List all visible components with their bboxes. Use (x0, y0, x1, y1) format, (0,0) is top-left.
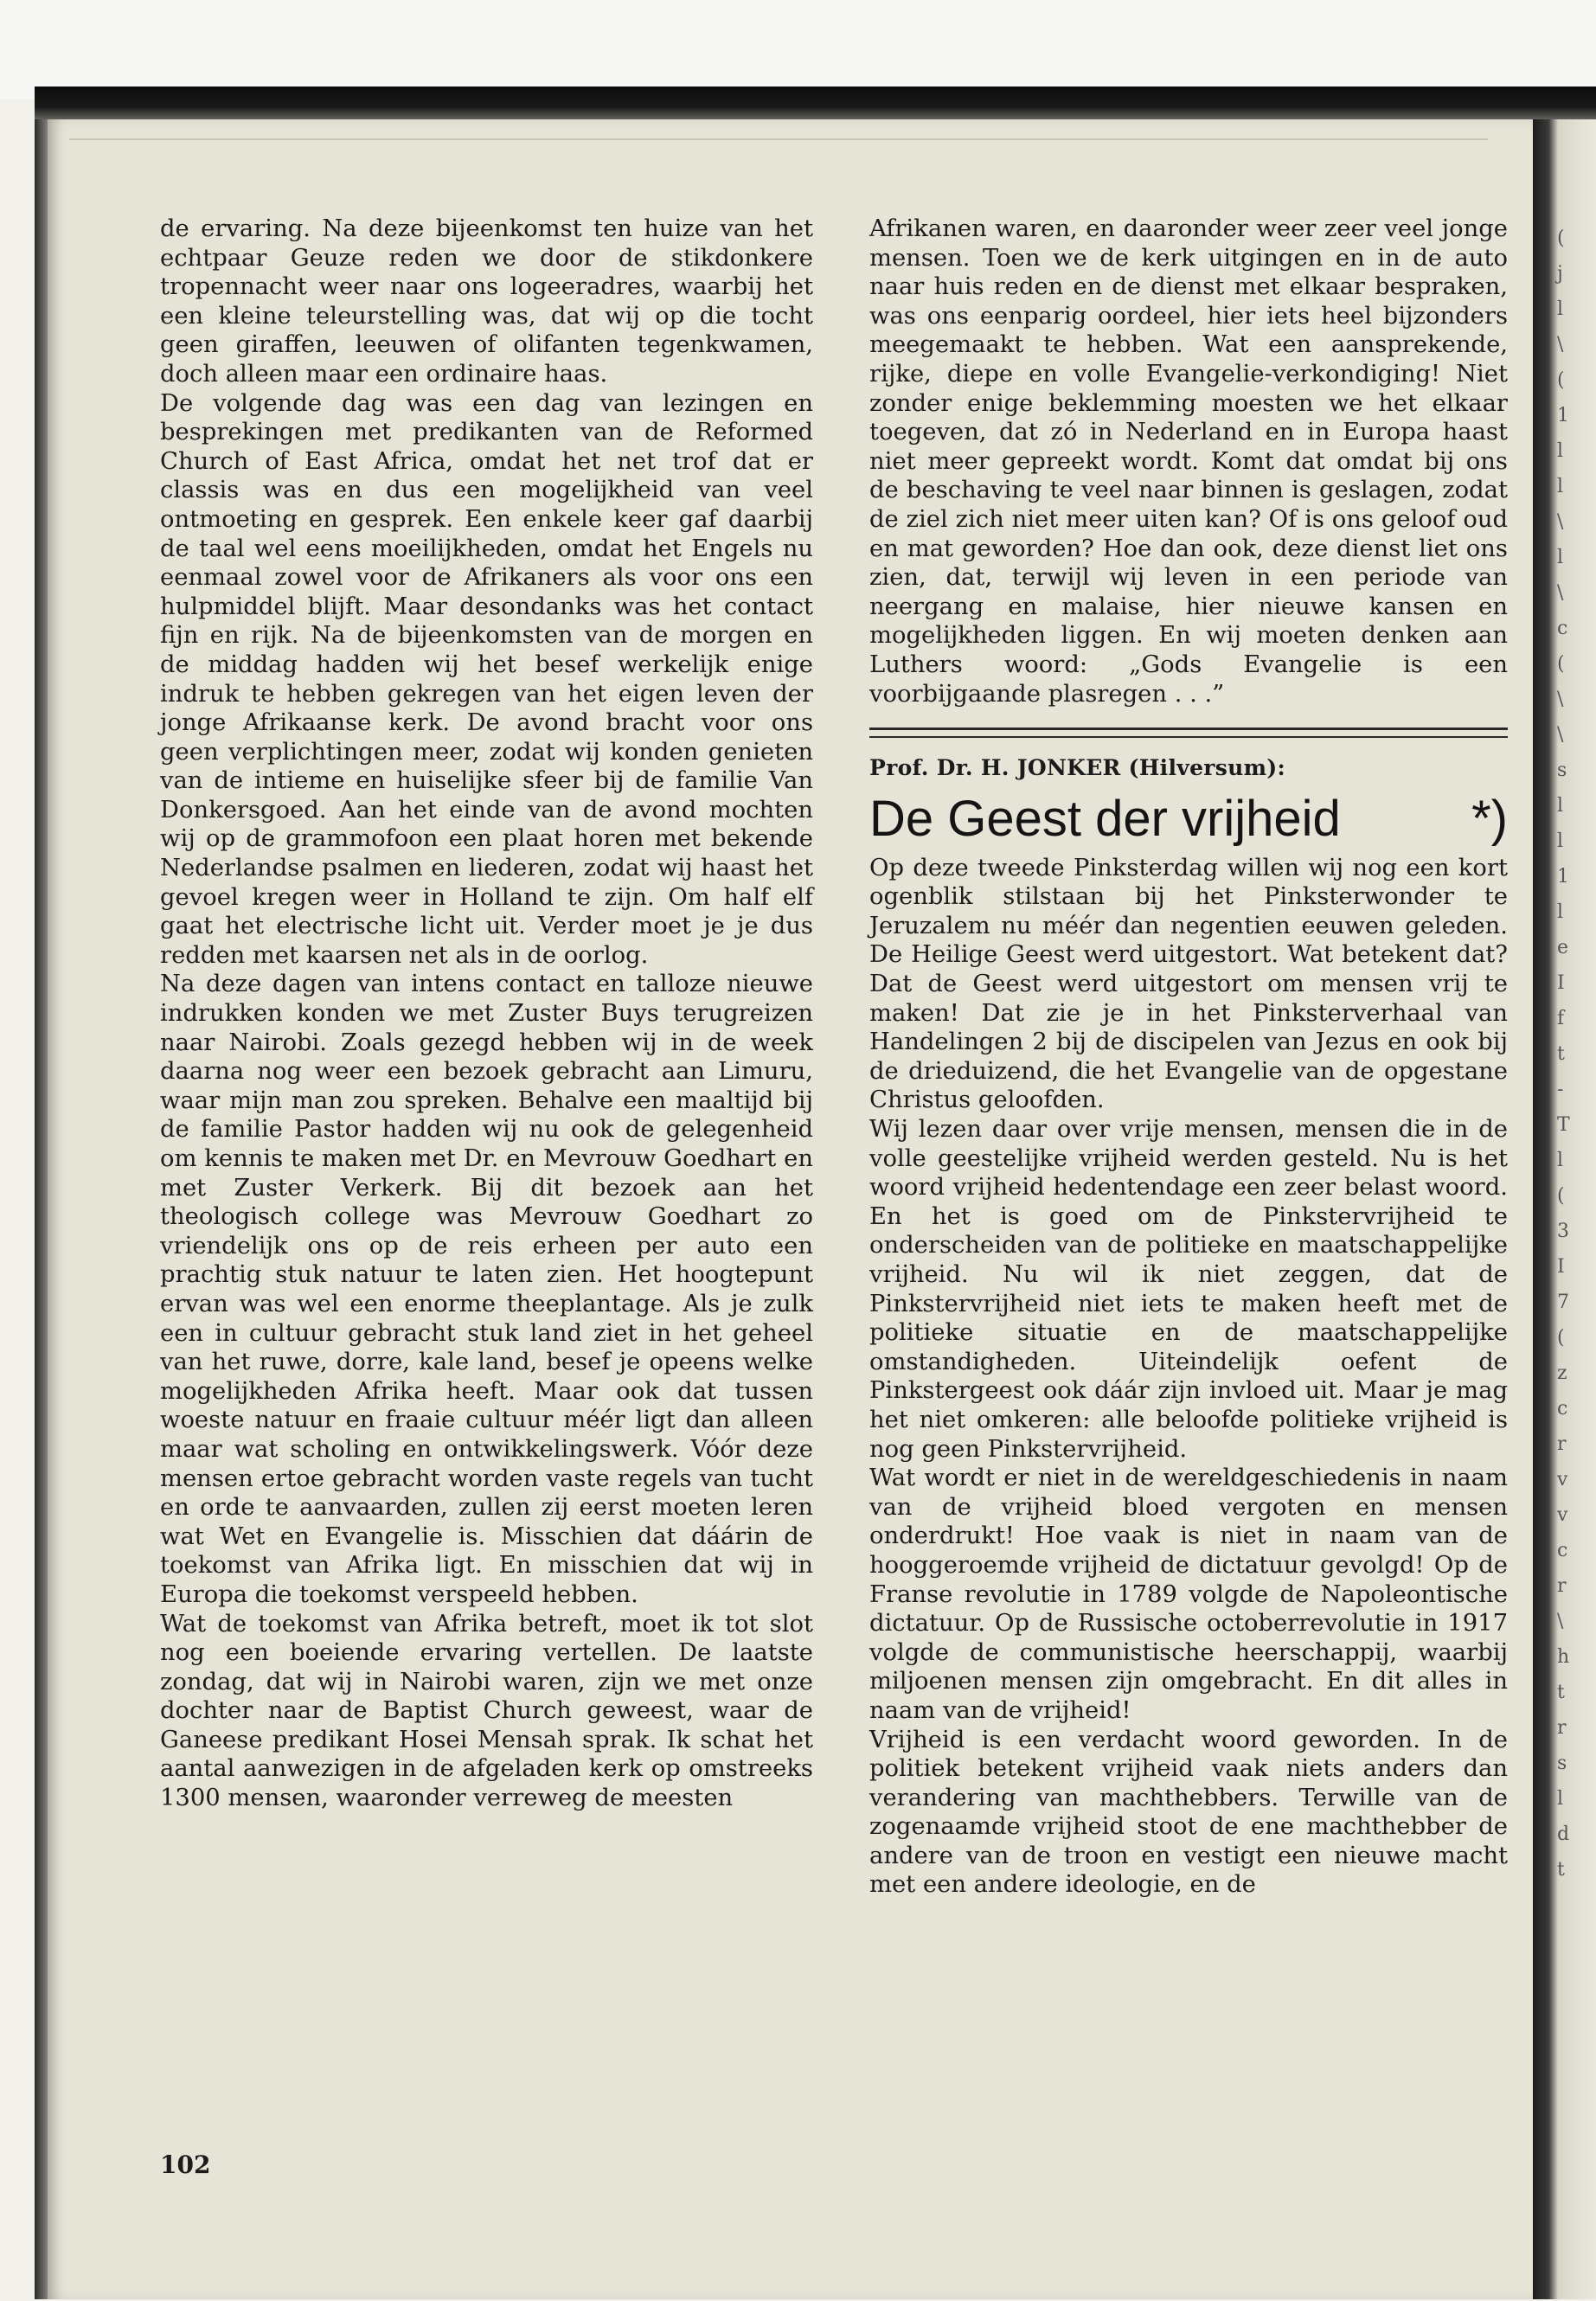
margin-letter: l (1557, 1150, 1564, 1171)
margin-letter: f (1557, 1008, 1565, 1029)
margin-letter: \ (1557, 511, 1564, 533)
left-paragraph-4: Wat de toekomst van Afrika betreft, moet ik tot slot nog een boeiende ervaring vertellen. De laatste zondag, dat wij in Nairobi waren, zijn we met onze dochter naar de Baptist Church geweest, waar de Ganeese predikant Hosei Mensah sprak. Ik schat het aantal aanwezigen in de afgeladen kerk op omstreeks 1300 mensen, waaronder verreweg de meesten (160, 1610, 813, 1812)
right-continuation: Afrikanen waren, en daaronder weer zeer veel jonge mensen. Toen we de kerk uitgingen en in de auto naar huis reden en de dienst met elkaar bespraken, was ons eenparig oordeel, hier iets heel bijzonders meegemaakt te hebben. Wat een aansprekende, rijke, diepe en volle Evangelie-verkondiging! Niet zonder enige beklemming moesten we het elkaar toegeven, dat zó in Nederland en in Europa haast niet meer gepreekt wordt. Komt dat omdat bij ons de beschaving te veel naar binnen is geslagen, zodat de ziel zich niet meer uiten kan? Of is ons geloof oud en mat geworden? Hoe dan ook, deze dienst liet ons zien, dat, terwijl wij leven in een periode van neergang en malaise, hier nieuwe kansen en mogelijkheden liggen. En wij moeten denken aan Luthers woord: „Gods Evangelie is een voorbijgaande plasregen . . .” (869, 215, 1508, 708)
margin-letter: \ (1557, 1611, 1564, 1632)
margin-letter: l (1557, 298, 1564, 320)
scan-top-margin (0, 0, 1596, 99)
margin-letter: h (1557, 1646, 1570, 1668)
margin-letter: t (1557, 1043, 1565, 1065)
page-number: 102 (160, 2150, 211, 2179)
right-column (869, 215, 1508, 1900)
article-headline (869, 786, 1508, 852)
margin-letter: t (1557, 1859, 1565, 1881)
margin-letter: 7 (1557, 1292, 1569, 1313)
margin-letter: ( (1557, 1185, 1565, 1207)
margin-letter: s (1557, 760, 1567, 781)
article-paragraph-1: Op deze tweede Pinksterdag willen wij nog een kort ogenblik stilstaan bij het Pinksterwonder te Jeruzalem nu méér dan negentien eeuwen geleden. De Heilige Geest werd uitgestort. Wat betekent dat? Dat de Geest werd uitgestort om mensen vrij te maken! Dat zie je in het Pinksterverhaal van Handelingen 2 bij de discipelen van Jezus en ook bij de drieduizend, die het Evangelie van de opgestane Christus geloofden. (869, 854, 1508, 1114)
margin-letter: ( (1557, 369, 1565, 391)
margin-letter: l (1557, 795, 1564, 817)
article-paragraph-4: Vrijheid is een verdacht woord geworden. In de politiek betekent vrijheid vaak niets anders dan verandering van machthebbers. Terwille van de zogenaamde vrijheid stoot de ene machthebber de andere van de troon en vestigt een nieuwe macht met een andere ideologie, en de (869, 1726, 1508, 1899)
margin-letter: l (1557, 1788, 1564, 1810)
margin-letter: \ (1557, 689, 1564, 710)
margin-letter: j (1557, 263, 1563, 285)
margin-letter: l (1557, 830, 1564, 852)
margin-letter: t (1557, 1682, 1565, 1703)
margin-letter: c (1557, 618, 1568, 639)
article-byline: Prof. Dr. H. JONKER (Hilversum): (869, 755, 1286, 781)
margin-letter: \ (1557, 334, 1564, 356)
margin-letter: v (1557, 1469, 1568, 1490)
article-paragraph-3: Wat wordt er niet in de wereldgeschiedenis in naam van de vrijheid bloed vergoten en mensen onderdrukt! Hoe vaak is niet in naam van de hooggeroemde vrijheid de dictatuur gevolgd! Op de Franse revolutie in 1789 volgde de Napoleontische dictatuur. Op de Russische octoberrevolutie in 1917 volgde de communistische heerschappij, waarbij miljoenen mensen zijn omgebracht. En dit alles in naam van de vrijheid! (869, 1465, 1508, 1724)
margin-letter: r (1557, 1575, 1567, 1597)
margin-letter: ( (1557, 1327, 1565, 1349)
margin-letter: l (1557, 476, 1564, 497)
left-paragraph-3: Na deze dagen van intens contact en talloze nieuwe indrukken konden we met Zuster Buys terugreizen naar Nairobi. Zoals gezegd hebben wij in de week daarna nog weer een bezoek gebracht aan Limuru, waar mijn man zou spreken. Behalve een maaltijd bij de familie Pastor hadden wij nu ook de gelegenheid om kennis te maken met Dr. en Mevrouw Goedhart en met Zuster Verkerk. Bij dit bezoek aan het theologisch college was Mevrouw Goedhart zo vriendelijk ons op de reis erheen per auto een prachtig stuk natuur te laten zien. Het hoogtepunt ervan was wel een enorme theeplantage. Als je zulk een in cultuur gebracht stuk land ziet in het geheel van het ruwe, dorre, kale land, besef je opeens welke mogelijkheden Afrika heeft. Maar ook dat tussen woeste natuur en fraaie cultuur méér ligt dan alleen maar wat scholing en ontwikkelingswerk. Vóór deze mensen ertoe gebracht worden vaste regels van tucht en orde te aanvaarden, zullen zij eerst moeten leren wat Wet en Evangelie is. Misschien dat dáárin de toekomst van Afrika ligt. En misschien dat wij in Europa die toekomst verspeeld hebben. (160, 971, 813, 1608)
margin-letter: c (1557, 1398, 1568, 1420)
margin-letter: r (1557, 1433, 1567, 1455)
margin-letter: - (1557, 1079, 1564, 1100)
margin-letter: ( (1557, 653, 1565, 675)
article-paragraph-2: Wij lezen daar over vrije mensen, mensen die in de volle geestelijke vrijheid werden gesteld. Nu is het woord vrijheid hedentendage een zeer belast woord. En het is goed om de Pinkstervrijheid te onderscheiden van de politieke en maatschappelijke vrijheid. Nu wil ik niet zeggen, dat de Pinkstervrijheid niet iets te maken heeft met de politieke situatie en de maatschappelijke omstandigheden. Uiteindelijk oefent de Pinkstergeest ook dáár zijn invloed uit. Maar je mag het niet omkeren: alle beloofde politieke vrijheid is nog geen Pinkstervrijheid. (869, 1116, 1508, 1463)
margin-letter: l (1557, 547, 1564, 568)
article-divider (869, 727, 1508, 738)
margin-letter: 1 (1557, 866, 1569, 888)
headline-footnote-mark: *) (1471, 790, 1508, 847)
margin-letter: l (1557, 901, 1564, 923)
margin-letter: \ (1557, 582, 1564, 604)
page-top-rule (69, 138, 1488, 140)
next-page-margin-letters (1557, 221, 1583, 1888)
margin-letter: c (1557, 1540, 1568, 1561)
left-paragraph-1: de ervaring. Na deze bijeenkomst ten huize van het echtpaar Geuze reden we door de stikdonkere tropennacht weer naar ons logeeradres, waarbij het een kleine teleurstelling was, dat wij op die tocht geen giraffen, leeuwen of olifanten tegenkwamen, doch alleen maar een ordinaire haas. (160, 215, 813, 388)
margin-letter: \ (1557, 724, 1564, 746)
margin-letter: s (1557, 1753, 1567, 1774)
headline-text: De Geest der vrijheid (869, 790, 1341, 847)
left-paragraph-2: De volgende dag was een dag van lezingen en besprekingen met predikanten van de Reformed Church of East Africa, omdat het net trof dat er classis was en dus een mogelijkheid van veel ontmoeting en gesprek. Een enkele keer gaf daarbij de taal wel eens moeilijkheden, omdat het Engels nu eenmaal zowel voor de Afrikaners als voor ons een hulpmiddel blijft. Maar desondanks was het contact fijn en rijk. Na de bijeenkomsten van de morgen en de middag hadden wij het besef werkelijk enige indruk te hebben gekregen van het eigen leven der jonge Afrikaanse kerk. De avond bracht voor ons geen verplichtingen meer, zodat wij konden genieten van de intieme en huiselijke sfeer bij de familie Van Donkersgoed. Aan het einde van de avond mochten wij op de grammofoon een plaat horen met bekende Nederlandse psalmen en liederen, zodat wij haast het gevoel kregen weer in Holland te zijn. Om half elf gaat het electrische licht uit. Verder moet je je dus redden met kaarsen net als in de oorlog. (160, 389, 813, 969)
margin-letter: v (1557, 1504, 1568, 1526)
margin-letter: e (1557, 937, 1569, 958)
margin-letter: z (1557, 1362, 1567, 1384)
margin-letter: 1 (1557, 405, 1569, 426)
scan-top-edge (35, 87, 1596, 121)
margin-letter: 3 (1557, 1221, 1569, 1242)
margin-letter: l (1557, 440, 1564, 462)
margin-letter: ( (1557, 228, 1565, 249)
left-column (160, 215, 813, 1813)
margin-letter: I (1557, 1256, 1565, 1278)
margin-letter: r (1557, 1717, 1567, 1739)
margin-letter: d (1557, 1823, 1570, 1845)
margin-letter: I (1557, 972, 1565, 994)
margin-letter: T (1557, 1114, 1570, 1136)
